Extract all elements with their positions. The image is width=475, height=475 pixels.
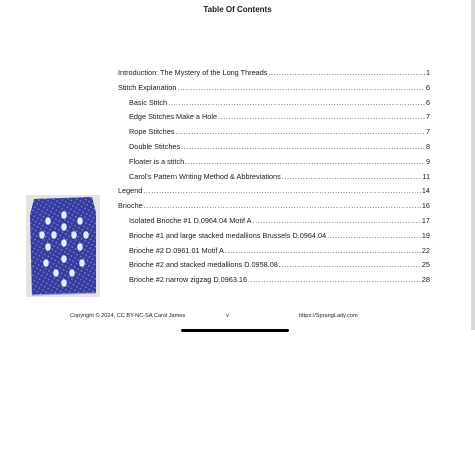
toc-entry[interactable]: [118, 96, 430, 111]
toc-entry[interactable]: [118, 66, 430, 81]
footer-copyright: Copyright © 2024, CC BY-NC-SA Carol James: [70, 313, 186, 319]
toc-page-number: 14: [421, 186, 430, 196]
toc-leader: [279, 258, 421, 273]
toc-entry[interactable]: [118, 273, 430, 288]
toc-entry[interactable]: [118, 140, 430, 155]
page-footer: [0, 313, 475, 323]
toc-leader: [218, 110, 425, 125]
toc-leader: [177, 81, 425, 96]
toc-entry[interactable]: [118, 170, 430, 185]
toc-page-number: 1: [425, 68, 430, 77]
toc-page-number: 8: [425, 141, 430, 151]
toc-leader: [185, 155, 425, 170]
page-title: Table Of Contents: [203, 5, 272, 14]
toc-page-number: 7: [425, 112, 430, 122]
toc-entry-label: Brioche #1 and large stacked medallions Brussels D.0964.04: [129, 230, 327, 240]
toc-entry-label: Legend: [118, 186, 143, 196]
toc-leader: [175, 125, 425, 140]
brioche-swatch-photo: [26, 195, 100, 297]
toc-entry[interactable]: [118, 258, 430, 273]
toc-page-number: 16: [421, 201, 430, 211]
toc-leader: [168, 96, 425, 111]
toc-entry-label: Introduction: The Mystery of the Long Threads: [118, 68, 268, 77]
toc-entry[interactable]: [118, 244, 430, 259]
toc-entry[interactable]: [118, 155, 430, 170]
toc-page-number: 6: [425, 82, 430, 92]
toc-leader: [253, 214, 421, 229]
page-edge: [471, 0, 475, 330]
toc-leader: [327, 229, 421, 244]
toc-entry-label: Double Stitches: [129, 141, 181, 151]
toc-entry-label: Rope Stitches: [129, 127, 175, 137]
toc-entry-label: Isolated Brioche #1 D.0964.04 Motif A: [129, 215, 252, 225]
toc-page-number: 9: [425, 156, 430, 166]
toc-entry[interactable]: [118, 229, 430, 244]
toc-entry-label: Carol's Pattern Writing Method & Abbreviations: [129, 171, 281, 181]
toc-leader: [268, 66, 425, 81]
table-of-contents: [118, 66, 430, 288]
toc-entry[interactable]: [118, 184, 430, 199]
footer-url[interactable]: https://SprangLady.com: [299, 313, 358, 319]
toc-page-number: 25: [421, 260, 430, 270]
toc-entry-label: Floater is a stitch: [129, 156, 185, 166]
toc-leader: [181, 140, 425, 155]
toc-leader: [143, 184, 421, 199]
toc-entry-label: Brioche #2 and stacked medallions D.0958.08: [129, 260, 278, 270]
toc-entry[interactable]: [118, 81, 430, 96]
footer-page-number: v: [226, 313, 229, 319]
toc-leader: [144, 199, 421, 214]
toc-entry-label: Brioche #2 D.0961.01 Motif A: [129, 245, 224, 255]
toc-entry-label: Stitch Explanation: [118, 82, 177, 92]
toc-leader: [282, 170, 422, 185]
toc-entry[interactable]: [118, 110, 430, 125]
toc-entry[interactable]: [118, 214, 430, 229]
toc-entry-label: Brioche: [118, 201, 143, 211]
toc-page-number: 7: [425, 127, 430, 137]
toc-leader: [248, 273, 421, 288]
toc-page-number: 11: [422, 171, 430, 181]
home-indicator[interactable]: [181, 329, 289, 332]
toc-page-number: 6: [425, 97, 430, 107]
toc-entry-label: Basic Stitch: [129, 97, 168, 107]
toc-entry[interactable]: [118, 125, 430, 140]
toc-page-number: 19: [421, 230, 430, 240]
toc-entry-label: Brioche #2 narrow zigzag D.0963.16: [129, 275, 248, 285]
toc-page-number: 22: [421, 245, 430, 255]
toc-leader: [225, 244, 421, 259]
toc-entry[interactable]: [118, 199, 430, 214]
toc-page-number: 28: [421, 275, 430, 285]
toc-entry-label: Edge Stitches Make a Hole: [129, 112, 218, 122]
toc-page-number: 17: [421, 215, 430, 225]
